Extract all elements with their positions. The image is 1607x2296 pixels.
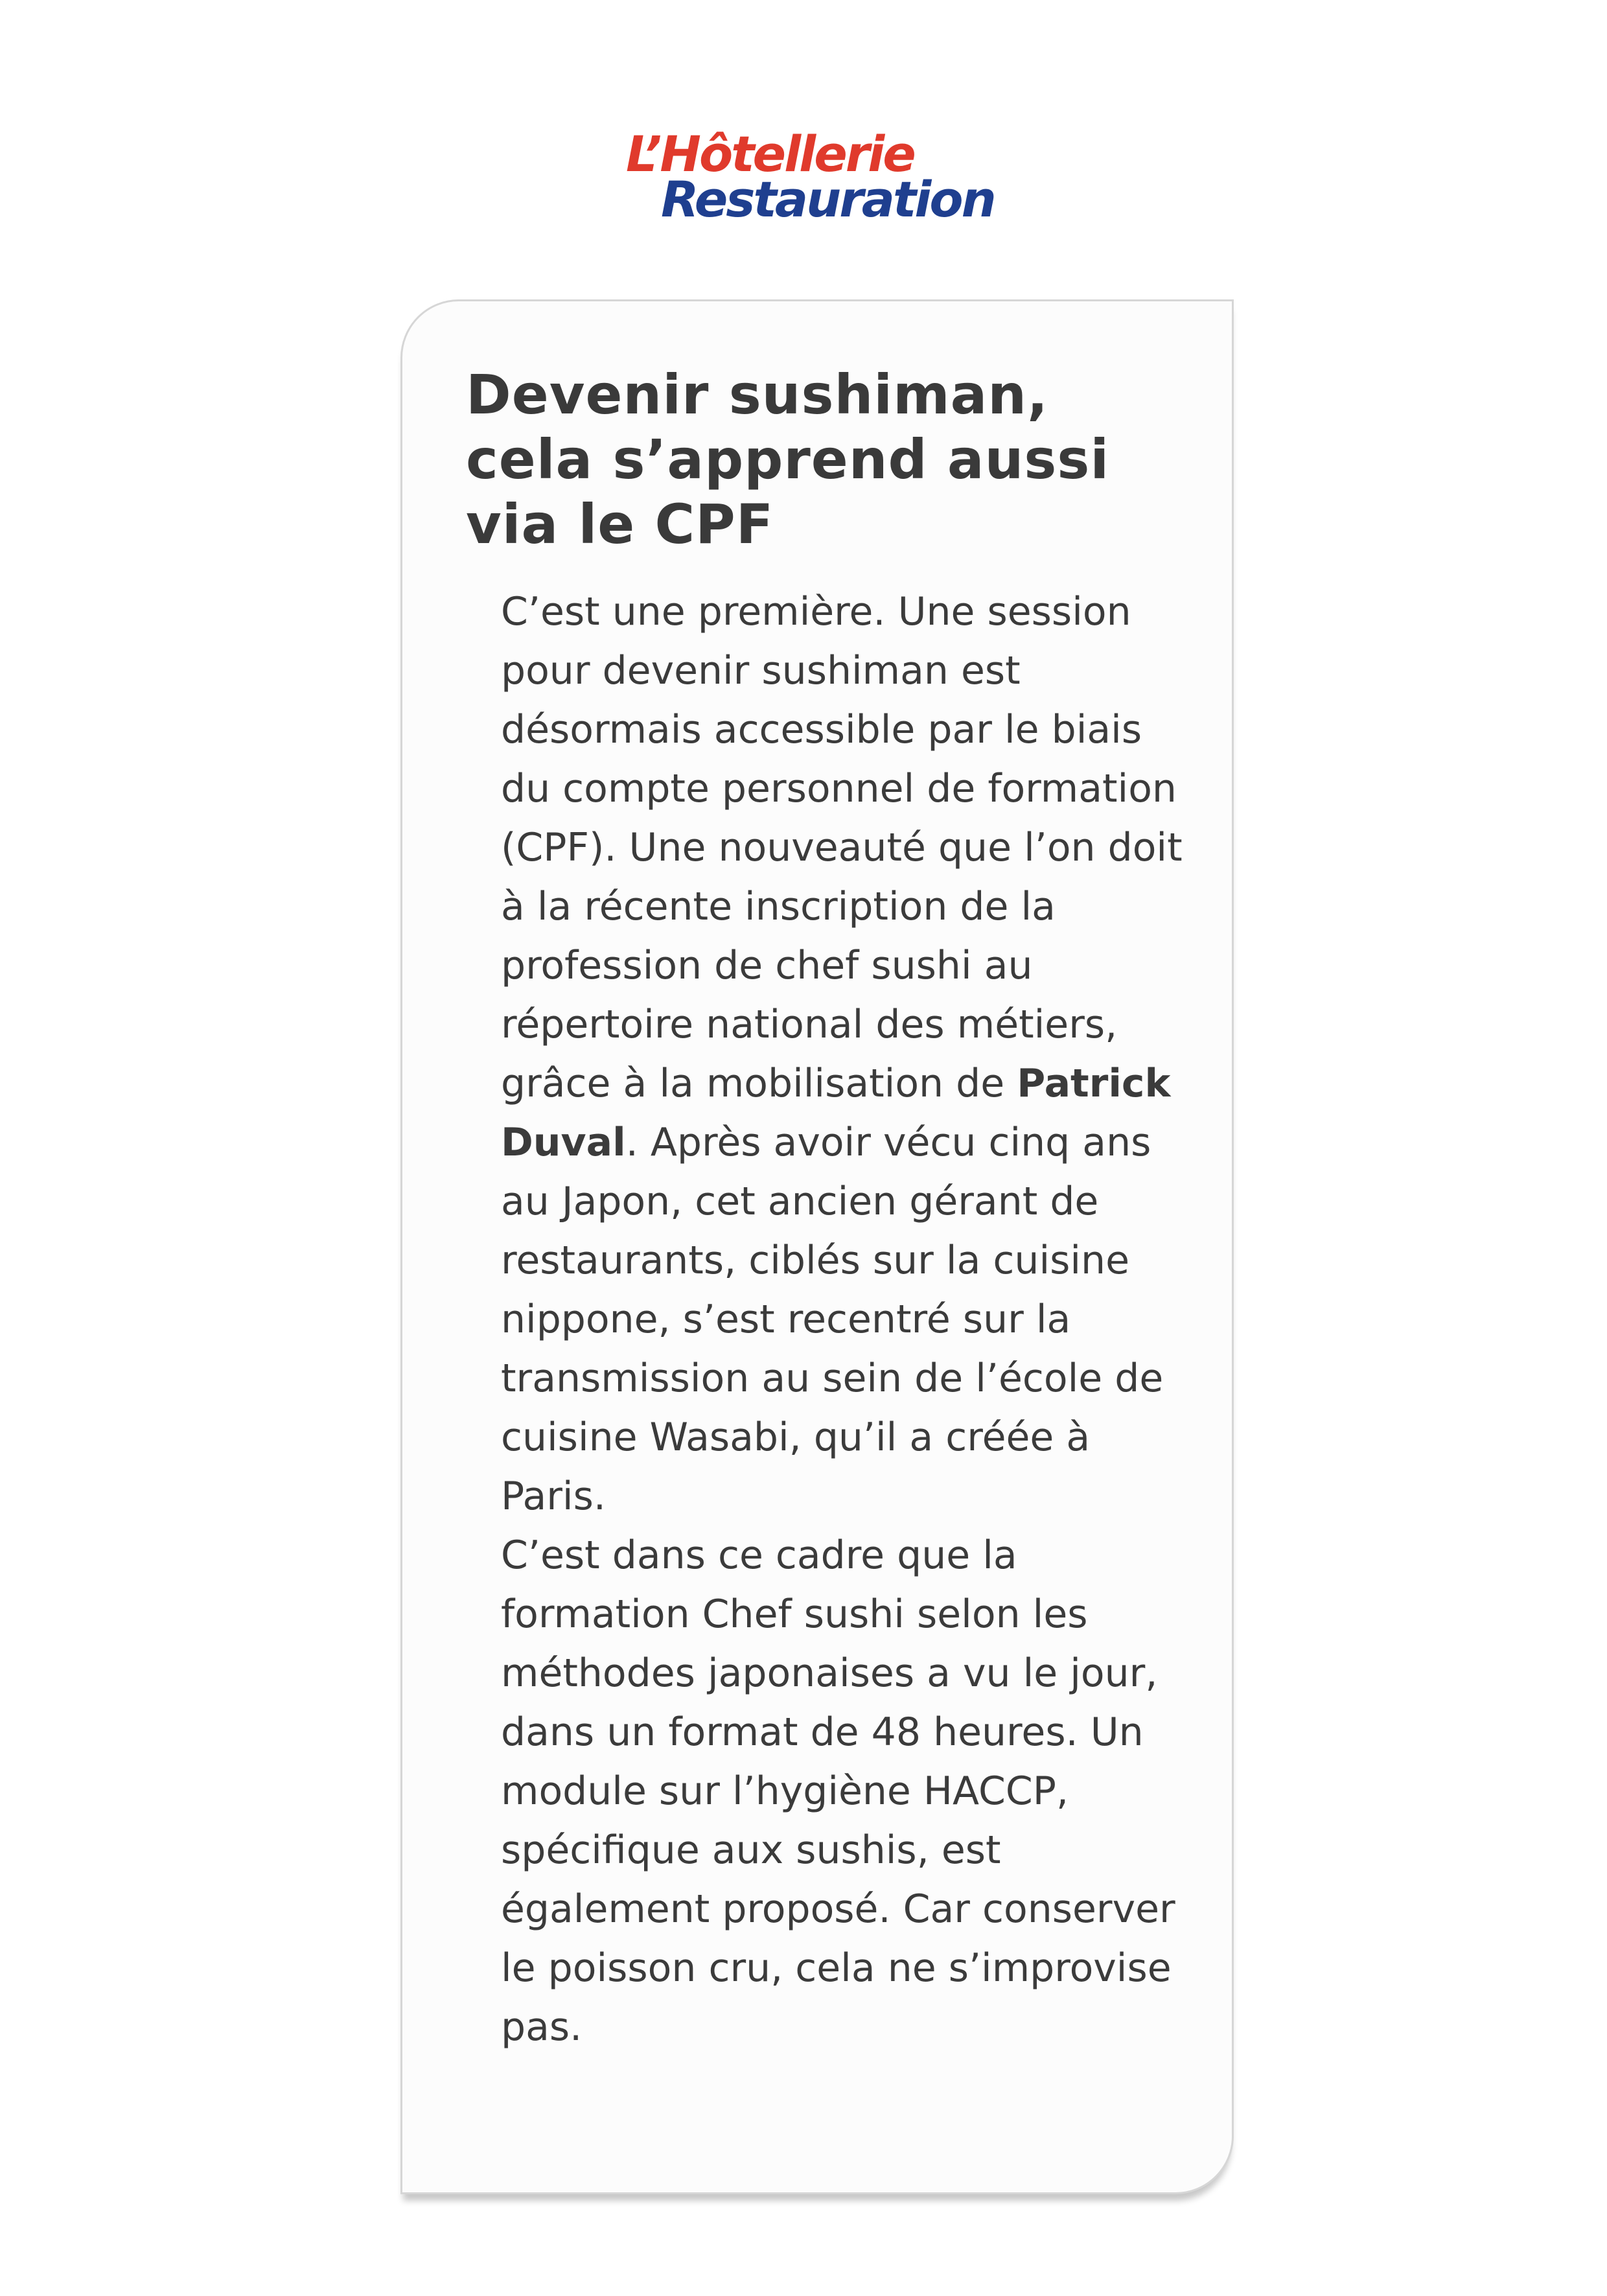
publication-logo xyxy=(626,125,995,232)
logo-line-hotellerie: L’Hôtellerie xyxy=(626,125,914,183)
person-name: Patrick Duval xyxy=(501,1061,1171,1165)
article-card xyxy=(400,299,1234,2194)
article-body xyxy=(501,583,1188,2057)
paragraph-1-text-end: . Après avoir vécu cinq ans au Japon, cet ancien gérant de restaurants, ciblés sur la cuisine nippone, s’est recentré sur la transmission au sein de l’école de cuisine Wasabi, qu’il a créée à Paris. xyxy=(501,1120,1164,1519)
article-title: Devenir sushiman, cela s’apprend aussi via le CPF xyxy=(466,363,1110,556)
paragraph-1-text-start: C’est une première. Une session pour devenir sushiman est désormais accessible par le biais du compte personnel de formation (CPF). Une nouveauté que l’on doit à la récente inscription de la profession de chef sushi au répertoire national des métiers, grâce à la mobilisation de xyxy=(501,589,1183,1106)
article-paragraph-1 xyxy=(501,583,1188,1526)
logo-line-restauration: Restauration xyxy=(661,170,995,228)
article-paragraph-2: C’est dans ce cadre que la formation Chef sushi selon les méthodes japonaises a vu le jour, dans un format de 48 heures. Un module sur l’hygiène HACCP, spécifique aux sushis, est également proposé. Car conserver le poisson cru, cela ne s’improvise pas. xyxy=(501,1533,1175,2050)
